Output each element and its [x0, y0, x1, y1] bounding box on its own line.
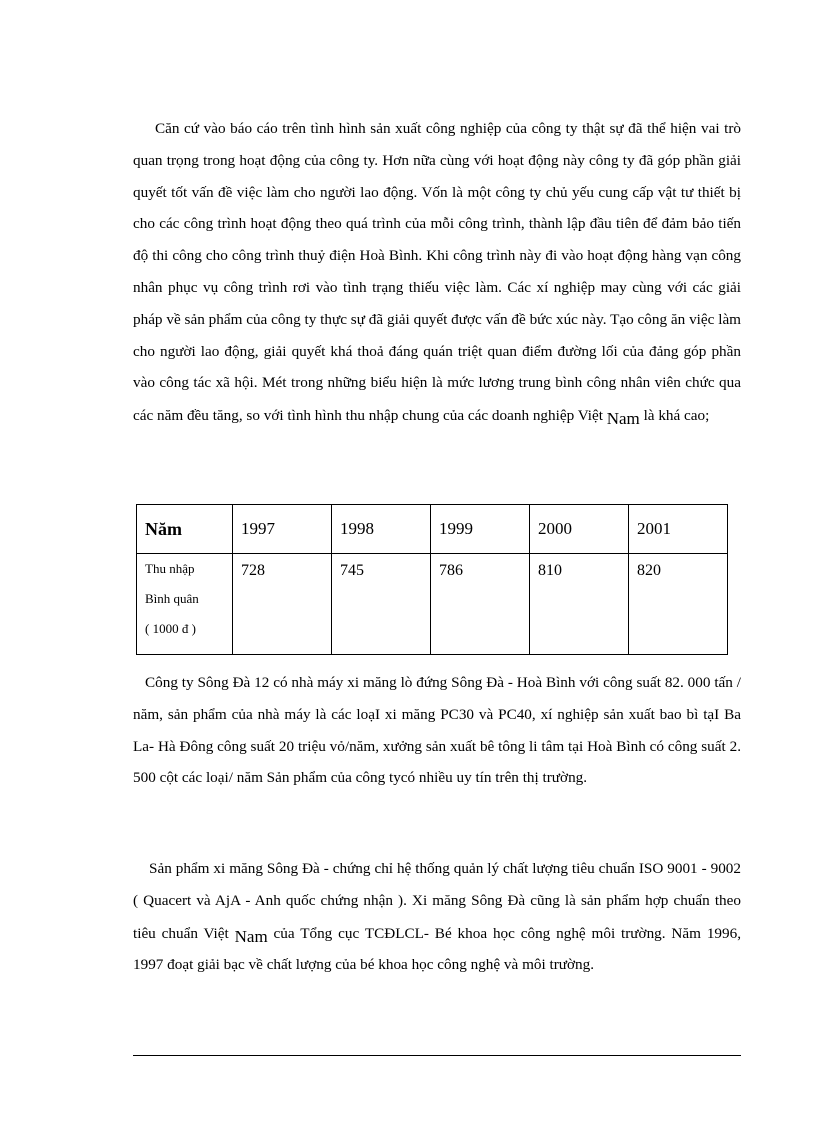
table-row-label — [137, 554, 233, 655]
table-header-year: 1998 — [332, 505, 431, 554]
table-header-year: 1997 — [233, 505, 332, 554]
row-label-line: Thu nhập — [145, 561, 195, 576]
paragraph-text: Căn cứ vào báo cáo trên tình hình sản xuất công nghiệp của công ty thật sự đã thể hiện vai trò quan trọng trong hoạt động của công ty. Hơn nữa cùng với hoạt động này công ty đã góp phần giải quyết tốt vấn đề việc làm cho người lao động. Vốn là một công ty chủ yếu cung cấp vật tư thiết bị cho các công trình hoạt động theo quá trình của mỗi công trình, thành lập đầu tiên để đảm bảo tiến độ thi công cho công trình thuỷ điện Hoà Bình. Khi công trình này đi vào hoạt động hàng vạn công nhân phục vụ công trình rơi vào tình trạng thiếu việc làm. Các xí nghiệp may cùng với các giải pháp về sản phẩm của công ty thực sự đã giải quyết được vấn đề bức xúc này. Tạo công ăn việc làm cho người lao động, giải quyết khá thoả đáng quán triệt quan điểm đường lối của đảng góp phần vào công tác xã hội. Mét trong những biểu hiện là mức lương trung bình công nhân viên chức qua các năm đều tăng, so với tình hình thu nhập chung của các doanh nghiệp Việt — [133, 120, 741, 425]
row-label-line: ( 1000 đ ) — [145, 621, 196, 636]
table-cell-value: 745 — [332, 554, 431, 655]
table-header-year: 2001 — [629, 505, 728, 554]
average-income-table — [136, 504, 728, 655]
table-header-year: 2000 — [530, 505, 629, 554]
table-cell-value: 820 — [629, 554, 728, 655]
table-header-row — [137, 505, 728, 554]
footer-divider — [133, 1055, 741, 1056]
table-cell-value: 728 — [233, 554, 332, 655]
paragraph-text: Sản phẩm xi măng Sông Đà - chứng chỉ hệ thống quản lý chất lượng tiêu chuẩn ISO 9001 - 9002 ( Quacert và AjA - Anh quốc chứng nhận ). Xi măng Sông Đà cũng là sản phẩm hợp chuẩn theo tiêu chuẩn Việt — [133, 860, 741, 942]
subscript-word: Nam — [606, 409, 640, 429]
table-header-year-label: Năm — [137, 505, 233, 554]
paragraph-song-da-12: Công ty Sông Đà 12 có nhà máy xi măng lò đứng Sông Đà - Hoà Bình với công suất 82. 000 tấn / năm, sản phẩm của nhà máy là các loạI xi măng PC30 và PC40, xí nghiệp sản xuất bao bì tạI Ba La- Hà Đông công suất 20 triệu vỏ/năm, xưởng sản xuất bê tông li tâm tại Hoà Bình có công suất 2. 500 cột các loại/ năm Sản phẩm của công tycó nhiều uy tín trên thị trường. — [133, 674, 741, 787]
subscript-word: Nam — [234, 926, 268, 946]
paragraph-cement-certification — [133, 853, 741, 981]
table-cell-value: 786 — [431, 554, 530, 655]
paragraph-text-end: là khá cao; — [639, 407, 710, 425]
paragraph-production-overview — [133, 113, 741, 432]
table-header-year: 1999 — [431, 505, 530, 554]
table-cell-value: 810 — [530, 554, 629, 655]
row-label-line: Bình quân — [145, 591, 199, 606]
paragraph-text-end: của Tổng cục TCĐLCL- Bé khoa học công nghệ môi trường. Năm 1996, 1997 đoạt giải bạc về chất lượng của bé khoa học công nghệ và môi trường. — [133, 924, 741, 974]
table-row — [137, 554, 728, 655]
